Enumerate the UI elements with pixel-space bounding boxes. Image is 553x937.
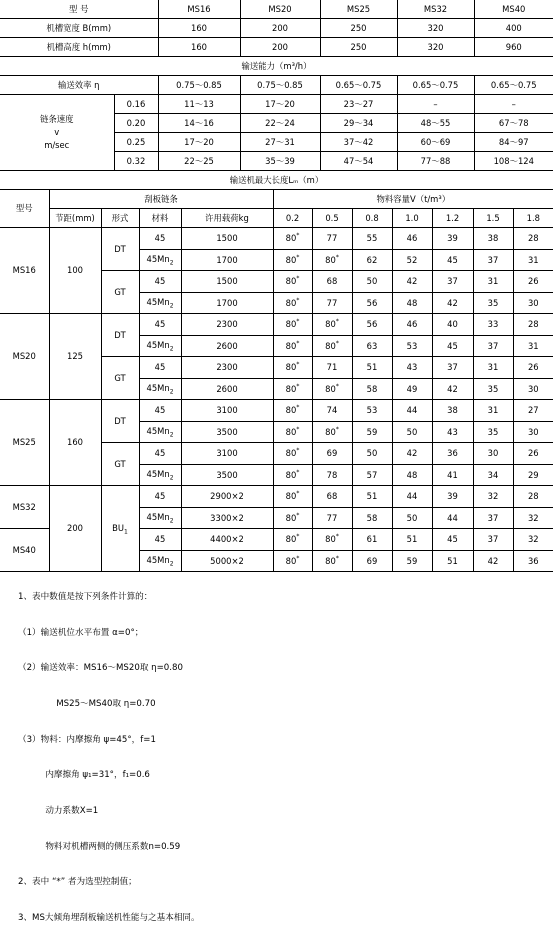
length-value-cell: 52	[392, 249, 432, 271]
length-value-cell: 42	[432, 378, 473, 400]
control-mark: *	[335, 382, 339, 390]
length-value-cell: 48	[392, 464, 432, 486]
form-cell: GT	[101, 443, 139, 486]
table-row	[0, 314, 553, 336]
pitch-cell: 160	[49, 400, 101, 486]
capacity-title: 输送能力（m³/h）	[0, 57, 553, 76]
model-cell: MS40	[0, 529, 49, 572]
length-value-cell: 80*	[273, 271, 312, 293]
length-value-cell: 36	[513, 550, 553, 572]
model-header-ms16: MS16	[158, 0, 240, 19]
length-value-cell: 45	[432, 529, 473, 551]
length-value-cell: 46	[392, 314, 432, 336]
control-mark: *	[335, 533, 339, 541]
material-label: 材料	[139, 209, 181, 228]
length-value-cell: 28	[513, 228, 553, 250]
speed-row: 0.20 14～16 22～24 29～34 48～55 67～78	[0, 114, 553, 133]
material-cell: 45	[139, 486, 181, 508]
model-cell: MS20	[0, 314, 49, 400]
note-line: 物料对机槽两侧的侧压系数n=0.59	[18, 841, 181, 852]
control-mark: *	[296, 275, 300, 283]
length-value-cell: 80*	[312, 378, 352, 400]
length-value-cell: 32	[513, 529, 553, 551]
length-value-cell: 42	[432, 292, 473, 314]
length-value-cell: 80*	[312, 529, 352, 551]
length-value-cell: 40	[432, 314, 473, 336]
length-value-cell: 31	[513, 335, 553, 357]
material-subscript: 2	[169, 260, 174, 268]
pitch-label: 节距(mm)	[49, 209, 101, 228]
form-subscript: 1	[124, 528, 128, 536]
trough-height-row: 机槽高度 h(mm) 160 200 250 320 960	[0, 38, 553, 57]
note-line: （1）输送机位水平布置 α=0°；	[18, 627, 144, 638]
table-row	[0, 400, 553, 422]
length-value-cell: 56	[352, 292, 392, 314]
length-value-cell: 42	[392, 271, 432, 293]
material-cell: 45	[139, 529, 181, 551]
load-cell: 3100	[181, 443, 273, 465]
model-header-ms32: MS32	[397, 0, 474, 19]
form-label: 形式	[101, 209, 139, 228]
model-header-ms40: MS40	[474, 0, 553, 19]
length-value-cell: 53	[352, 400, 392, 422]
length-value-cell: 32	[513, 507, 553, 529]
length-value-cell: 45	[432, 335, 473, 357]
length-value-cell: 28	[513, 486, 553, 508]
length-value-cell: 80*	[273, 249, 312, 271]
density-header: 1.5	[473, 209, 513, 228]
length-value-cell: 43	[392, 357, 432, 379]
note-line: （3）物料：内摩擦角 ψ=45°，f=1	[18, 734, 156, 745]
length-value-cell: 31	[473, 271, 513, 293]
length-value-cell: 26	[513, 357, 553, 379]
density-header: 1.8	[513, 209, 553, 228]
model-label: 型号	[0, 190, 49, 228]
note-line: 内摩擦角 ψ₁=31°，f₁=0.6	[18, 770, 150, 781]
length-value-cell: 35	[473, 421, 513, 443]
control-mark: *	[296, 232, 300, 240]
material-subscript: 2	[169, 389, 174, 397]
material-subscript: 2	[169, 561, 174, 569]
length-value-cell: 80*	[273, 292, 312, 314]
note-line: MS25～MS40取 η=0.70	[18, 698, 156, 709]
length-value-cell: 80*	[273, 507, 312, 529]
control-mark: *	[296, 447, 300, 455]
control-mark: *	[335, 318, 339, 326]
length-value-cell: 32	[473, 486, 513, 508]
control-mark: *	[296, 533, 300, 541]
material-subscript: 2	[169, 432, 174, 440]
material-subscript: 2	[169, 518, 174, 526]
material-cell: $45Mn_2$	[139, 378, 181, 400]
note-line: 1、表中数值是按下列条件计算的：	[18, 591, 153, 602]
length-value-cell: 59	[352, 421, 392, 443]
speed-row: 0.25 17～20 27～31 37～42 60～69 84～97	[0, 133, 553, 152]
length-value-cell: 69	[352, 550, 392, 572]
load-cell: 2600	[181, 335, 273, 357]
length-value-cell: 44	[432, 507, 473, 529]
length-value-cell: 77	[312, 228, 352, 250]
length-value-cell: 26	[513, 443, 553, 465]
material-cell: $45Mn_2$	[139, 507, 181, 529]
table-row	[0, 486, 553, 508]
length-value-cell: 35	[473, 378, 513, 400]
form-cell: DT	[101, 314, 139, 357]
length-value-cell: 50	[392, 421, 432, 443]
length-value-cell: 44	[392, 486, 432, 508]
length-value-cell: 37	[473, 249, 513, 271]
notes	[18, 568, 200, 937]
load-cell: 1500	[181, 228, 273, 250]
length-value-cell: 37	[473, 529, 513, 551]
length-value-cell: 80*	[273, 228, 312, 250]
length-value-cell: 77	[312, 292, 352, 314]
control-mark: *	[296, 361, 300, 369]
control-mark: *	[296, 296, 300, 304]
material-subscript: 2	[169, 346, 174, 354]
load-cell: 4400×2	[181, 529, 273, 551]
speed-row: 链条速度 v m/sec 0.16 11～13 17～20 23～27 – –	[0, 95, 553, 114]
control-mark: *	[296, 339, 300, 347]
length-value-cell: 30	[513, 421, 553, 443]
material-subscript: 2	[169, 303, 174, 311]
table-row	[0, 228, 553, 250]
material-subscript: 2	[169, 475, 174, 483]
material-cell: 45	[139, 271, 181, 293]
density-header: 0.5	[312, 209, 352, 228]
load-cell: 1700	[181, 292, 273, 314]
length-value-cell: 31	[473, 400, 513, 422]
length-value-cell: 80*	[273, 378, 312, 400]
load-cell: 3500	[181, 421, 273, 443]
control-mark: *	[296, 404, 300, 412]
material-cell: $45Mn_2$	[139, 249, 181, 271]
material-cell: $45Mn_2$	[139, 550, 181, 572]
chain-speed-label: 链条速度 v m/sec	[0, 95, 114, 171]
control-mark: *	[296, 318, 300, 326]
length-value-cell: 55	[352, 228, 392, 250]
length-value-cell: 50	[352, 271, 392, 293]
control-mark: *	[335, 253, 339, 261]
length-value-cell: 26	[513, 271, 553, 293]
density-header: 0.2	[273, 209, 312, 228]
length-value-cell: 80*	[312, 335, 352, 357]
length-value-cell: 80*	[273, 357, 312, 379]
length-value-cell: 78	[312, 464, 352, 486]
length-value-cell: 71	[312, 357, 352, 379]
material-cell: $45Mn_2$	[139, 421, 181, 443]
length-value-cell: 39	[432, 228, 473, 250]
length-value-cell: 68	[312, 486, 352, 508]
density-header: 1.2	[432, 209, 473, 228]
length-value-cell: 77	[312, 507, 352, 529]
density-header: 0.8	[352, 209, 392, 228]
capacity-table	[0, 0, 553, 190]
length-value-cell: 80*	[273, 421, 312, 443]
model-header-ms20: MS20	[240, 0, 320, 19]
length-value-cell: 74	[312, 400, 352, 422]
length-value-cell: 80*	[273, 443, 312, 465]
control-mark: *	[335, 554, 339, 562]
model-header-label: 型 号	[0, 0, 158, 19]
length-value-cell: 80*	[273, 314, 312, 336]
allowed-load-label: 许用载荷kg	[181, 209, 273, 228]
length-value-cell: 63	[352, 335, 392, 357]
load-cell: 3500	[181, 464, 273, 486]
form-cell: $BU_1$	[101, 486, 139, 572]
pitch-cell: 125	[49, 314, 101, 400]
max-length-title: 输送机最大长度Lₘ（m）	[0, 171, 553, 190]
length-value-cell: 39	[432, 486, 473, 508]
control-mark: *	[296, 490, 300, 498]
length-value-cell: 30	[513, 378, 553, 400]
note-line: （2）输送效率：MS16～MS20取 η=0.80	[18, 663, 183, 674]
material-cell: 45	[139, 314, 181, 336]
length-value-cell: 27	[513, 400, 553, 422]
model-groups	[0, 228, 553, 572]
length-value-cell: 80*	[312, 249, 352, 271]
length-value-cell: 43	[432, 421, 473, 443]
load-cell: 3100	[181, 400, 273, 422]
length-value-cell: 37	[473, 507, 513, 529]
length-value-cell: 36	[432, 443, 473, 465]
length-value-cell: 80*	[273, 529, 312, 551]
load-cell: 3300×2	[181, 507, 273, 529]
length-value-cell: 30	[513, 292, 553, 314]
length-value-cell: 69	[312, 443, 352, 465]
control-mark: *	[335, 425, 339, 433]
control-mark: *	[296, 382, 300, 390]
length-value-cell: 34	[473, 464, 513, 486]
length-value-cell: 58	[352, 507, 392, 529]
material-cell: 45	[139, 443, 181, 465]
length-value-cell: 80*	[273, 335, 312, 357]
speed-row: 0.32 22～25 35～39 47～54 77～88 108～124	[0, 152, 553, 171]
length-value-cell: 48	[392, 292, 432, 314]
length-value-cell: 57	[352, 464, 392, 486]
length-value-cell: 44	[392, 400, 432, 422]
length-value-cell: 38	[473, 228, 513, 250]
control-mark: *	[335, 339, 339, 347]
trough-width-row: 机槽宽度 B(mm) 160 200 250 320 400	[0, 19, 553, 38]
material-cell: $45Mn_2$	[139, 464, 181, 486]
model-cell: MS32	[0, 486, 49, 529]
material-cell: 45	[139, 228, 181, 250]
length-value-cell: 37	[432, 271, 473, 293]
length-value-cell: 59	[392, 550, 432, 572]
length-value-cell: 53	[392, 335, 432, 357]
pitch-cell: 200	[49, 486, 101, 572]
load-cell: 2300	[181, 357, 273, 379]
form-cell: GT	[101, 271, 139, 314]
length-value-cell: 45	[432, 249, 473, 271]
length-value-cell: 80*	[273, 550, 312, 572]
control-mark: *	[296, 468, 300, 476]
length-value-cell: 80*	[273, 486, 312, 508]
length-value-cell: 50	[392, 507, 432, 529]
length-value-cell: 62	[352, 249, 392, 271]
length-value-cell: 33	[473, 314, 513, 336]
length-value-cell: 80*	[273, 400, 312, 422]
length-value-cell: 30	[473, 443, 513, 465]
note-line: 3、MS大倾角埋刮板输送机性能与之基本相同。	[18, 913, 200, 924]
length-value-cell: 58	[352, 378, 392, 400]
load-cell: 2900×2	[181, 486, 273, 508]
note-line: 动力系数X=1	[18, 806, 99, 817]
pitch-cell: 100	[49, 228, 101, 314]
material-cell: $45Mn_2$	[139, 335, 181, 357]
length-value-cell: 50	[352, 443, 392, 465]
material-cell: $45Mn_2$	[139, 292, 181, 314]
length-value-cell: 80*	[312, 421, 352, 443]
material-capacity-label: 物料容量V（t/m³）	[273, 190, 553, 209]
length-value-cell: 46	[392, 228, 432, 250]
length-value-cell: 42	[392, 443, 432, 465]
length-value-cell: 29	[513, 464, 553, 486]
length-value-cell: 31	[513, 249, 553, 271]
form-cell: DT	[101, 228, 139, 271]
form-cell: GT	[101, 357, 139, 400]
load-cell: 5000×2	[181, 550, 273, 572]
model-cell: MS16	[0, 228, 49, 314]
load-cell: 2300	[181, 314, 273, 336]
length-value-cell: 51	[432, 550, 473, 572]
length-value-cell: 61	[352, 529, 392, 551]
length-value-cell: 37	[432, 357, 473, 379]
length-value-cell: 80*	[273, 464, 312, 486]
length-value-cell: 49	[392, 378, 432, 400]
length-value-cell: 41	[432, 464, 473, 486]
length-value-cell: 51	[352, 486, 392, 508]
material-cell: 45	[139, 357, 181, 379]
model-header-ms25: MS25	[320, 0, 397, 19]
length-value-cell: 42	[473, 550, 513, 572]
length-value-cell: 51	[352, 357, 392, 379]
control-mark: *	[296, 511, 300, 519]
length-value-cell: 35	[473, 292, 513, 314]
efficiency-row: 输送效率 η 0.75～0.85 0.75～0.85 0.65～0.75 0.65～0.75 0.65～0.75	[0, 76, 553, 95]
length-value-cell: 68	[312, 271, 352, 293]
control-mark: *	[296, 554, 300, 562]
length-value-cell: 56	[352, 314, 392, 336]
length-value-cell: 51	[392, 529, 432, 551]
length-value-cell: 38	[432, 400, 473, 422]
length-value-cell: 37	[473, 335, 513, 357]
material-cell: 45	[139, 400, 181, 422]
density-header: 1.0	[392, 209, 432, 228]
control-mark: *	[296, 425, 300, 433]
load-cell: 1700	[181, 249, 273, 271]
note-line: 2、表中 “*” 者为选型控制值；	[18, 877, 137, 888]
control-mark: *	[296, 253, 300, 261]
length-value-cell: 80*	[312, 550, 352, 572]
length-value-cell: 31	[473, 357, 513, 379]
scraper-chain-label: 刮板链条	[49, 190, 273, 209]
form-cell: DT	[101, 400, 139, 443]
load-cell: 2600	[181, 378, 273, 400]
load-cell: 1500	[181, 271, 273, 293]
length-value-cell: 28	[513, 314, 553, 336]
model-cell: MS25	[0, 400, 49, 486]
length-value-cell: 80*	[312, 314, 352, 336]
max-length-table	[0, 190, 553, 572]
